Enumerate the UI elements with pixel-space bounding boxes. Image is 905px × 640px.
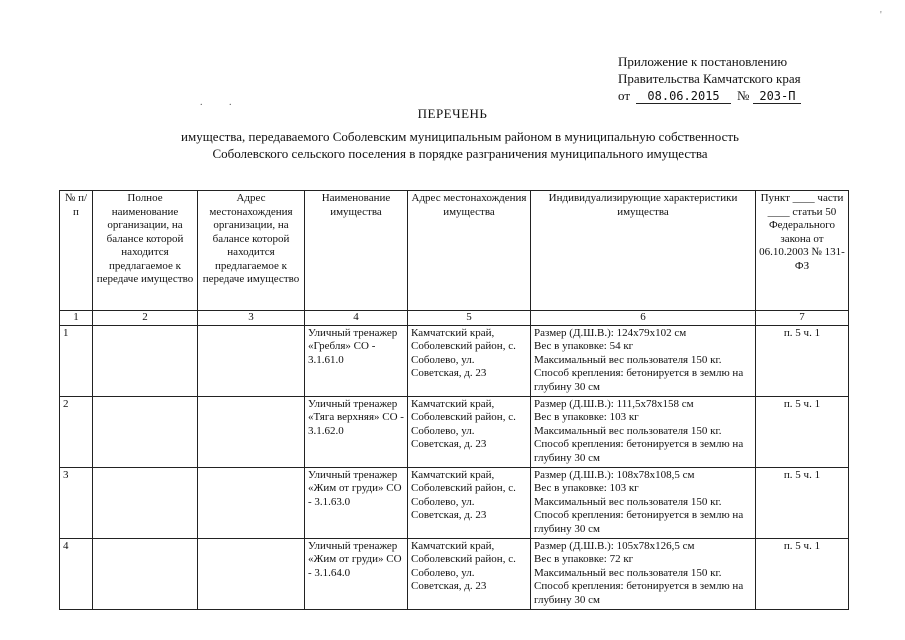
row-clause: п. 5 ч. 1	[756, 325, 849, 396]
appendix-date-line	[618, 87, 888, 104]
characteristic-line: Способ крепления: бетонируется в землю на глубину 30 см	[534, 367, 744, 393]
characteristic-line: Размер (Д.Ш.В.): 108х78х108,5 см	[534, 468, 695, 481]
header-characteristics: Индивидуализирующие характеристики имущества	[531, 191, 756, 311]
row-name: Уличный тренажер «Жим от груди» СО - 3.1.63.0	[305, 467, 408, 538]
characteristic-line: Максимальный вес пользователя 150 кг.	[534, 495, 722, 508]
characteristic-line: Размер (Д.Ш.В.): 111,5х78х158 см	[534, 397, 694, 410]
characteristic-line: Максимальный вес пользователя 150 кг.	[534, 566, 722, 579]
handwritten-date: 08.06.2015	[636, 89, 731, 104]
column-number: 2	[93, 311, 198, 326]
scan-dots: . .	[200, 97, 244, 108]
date-prefix: от	[618, 88, 631, 103]
row-name: Уличный тренажер «Гребля» СО - 3.1.61.0	[305, 325, 408, 396]
column-number: 3	[198, 311, 305, 326]
document-title: ПЕРЕЧЕНЬ	[417, 106, 488, 121]
row-address: Камчатский край, Соболевский район, с. Соболево, ул. Советская, д. 23	[408, 325, 531, 396]
row-address: Камчатский край, Соболевский район, с. Соболево, ул. Советская, д. 23	[408, 538, 531, 609]
characteristic-line: Максимальный вес пользователя 150 кг.	[534, 353, 722, 366]
characteristic-line: Вес в упаковке: 103 кг	[534, 411, 639, 423]
characteristic-line: Способ крепления: бетонируется в землю на глубину 30 см	[534, 438, 744, 464]
row-characteristics	[531, 396, 756, 467]
table-header	[60, 191, 849, 326]
header-num: № п/п	[60, 191, 93, 311]
row-name: Уличный тренажер «Тяга верхняя» СО - 3.1.62.0	[305, 396, 408, 467]
header-address: Адрес местонахождения имущества	[408, 191, 531, 311]
header-clause: Пункт ____ части ____ статьи 50 Федерального закона от 06.10.2003 № 131-ФЗ	[756, 191, 849, 311]
column-number: 6	[531, 311, 756, 326]
row-org-address	[198, 396, 305, 467]
row-clause: п. 5 ч. 1	[756, 467, 849, 538]
row-num: 4	[60, 538, 93, 609]
row-characteristics	[531, 325, 756, 396]
table-row	[60, 467, 849, 538]
row-address: Камчатский край, Соболевский район, с. Соболево, ул. Советская, д. 23	[408, 396, 531, 467]
header-org: Полное наименование организации, на балансе которой находится предлагаемое к передаче имущество	[93, 191, 198, 311]
characteristic-line: Размер (Д.Ш.В.): 124х79х102 см	[534, 326, 687, 339]
appendix-line-2: Правительства Камчатского края	[618, 71, 801, 86]
document-subtitle	[60, 128, 860, 162]
characteristic-line: Способ крепления: бетонируется в землю на глубину 30 см	[534, 509, 744, 535]
table-row	[60, 538, 849, 609]
row-characteristics	[531, 467, 756, 538]
characteristic-line: Максимальный вес пользователя 150 кг.	[534, 424, 722, 437]
characteristic-line: Вес в упаковке: 72 кг	[534, 553, 634, 565]
characteristic-line: Вес в упаковке: 103 кг	[534, 482, 639, 494]
page-corner-mark: '	[880, 10, 882, 21]
column-number: 4	[305, 311, 408, 326]
table-body	[60, 325, 849, 609]
header-org-address: Адрес местонахождения организации, на балансе которой находится предлагаемое к передаче имущество	[198, 191, 305, 311]
row-org	[93, 467, 198, 538]
header-name: Наименование имущества	[305, 191, 408, 311]
column-number: 7	[756, 311, 849, 326]
row-org	[93, 396, 198, 467]
row-clause: п. 5 ч. 1	[756, 396, 849, 467]
table-row	[60, 396, 849, 467]
row-org-address	[198, 467, 305, 538]
column-number: 5	[408, 311, 531, 326]
row-address: Камчатский край, Соболевский район, с. Соболево, ул. Советская, д. 23	[408, 467, 531, 538]
row-characteristics	[531, 538, 756, 609]
appendix-line-1: Приложение к постановлению	[618, 54, 788, 69]
row-org-address	[198, 538, 305, 609]
row-org	[93, 538, 198, 609]
property-table	[59, 190, 849, 610]
table-row	[60, 325, 849, 396]
row-num: 3	[60, 467, 93, 538]
column-number: 1	[60, 311, 93, 326]
row-org-address	[198, 325, 305, 396]
subtitle-line-2: Соболевского сельского поселения в порядке разграничения муниципального имущества	[212, 146, 708, 161]
row-name: Уличный тренажер «Жим от груди» СО - 3.1.64.0	[305, 538, 408, 609]
handwritten-number: 203-П	[753, 89, 801, 104]
column-number-row	[60, 311, 849, 326]
row-org	[93, 325, 198, 396]
characteristic-line: Вес в упаковке: 54 кг	[534, 340, 634, 352]
characteristic-line: Размер (Д.Ш.В.): 105х78х126,5 см	[534, 539, 695, 552]
row-num: 2	[60, 396, 93, 467]
characteristic-line: Способ крепления: бетонируется в землю на глубину 30 см	[534, 580, 744, 606]
subtitle-line-1: имущества, передаваемого Соболевским муниципальным районом в муниципальную собственность	[181, 129, 739, 144]
row-num: 1	[60, 325, 93, 396]
row-clause: п. 5 ч. 1	[756, 538, 849, 609]
appendix-block	[618, 53, 888, 104]
number-prefix: №	[737, 88, 750, 103]
